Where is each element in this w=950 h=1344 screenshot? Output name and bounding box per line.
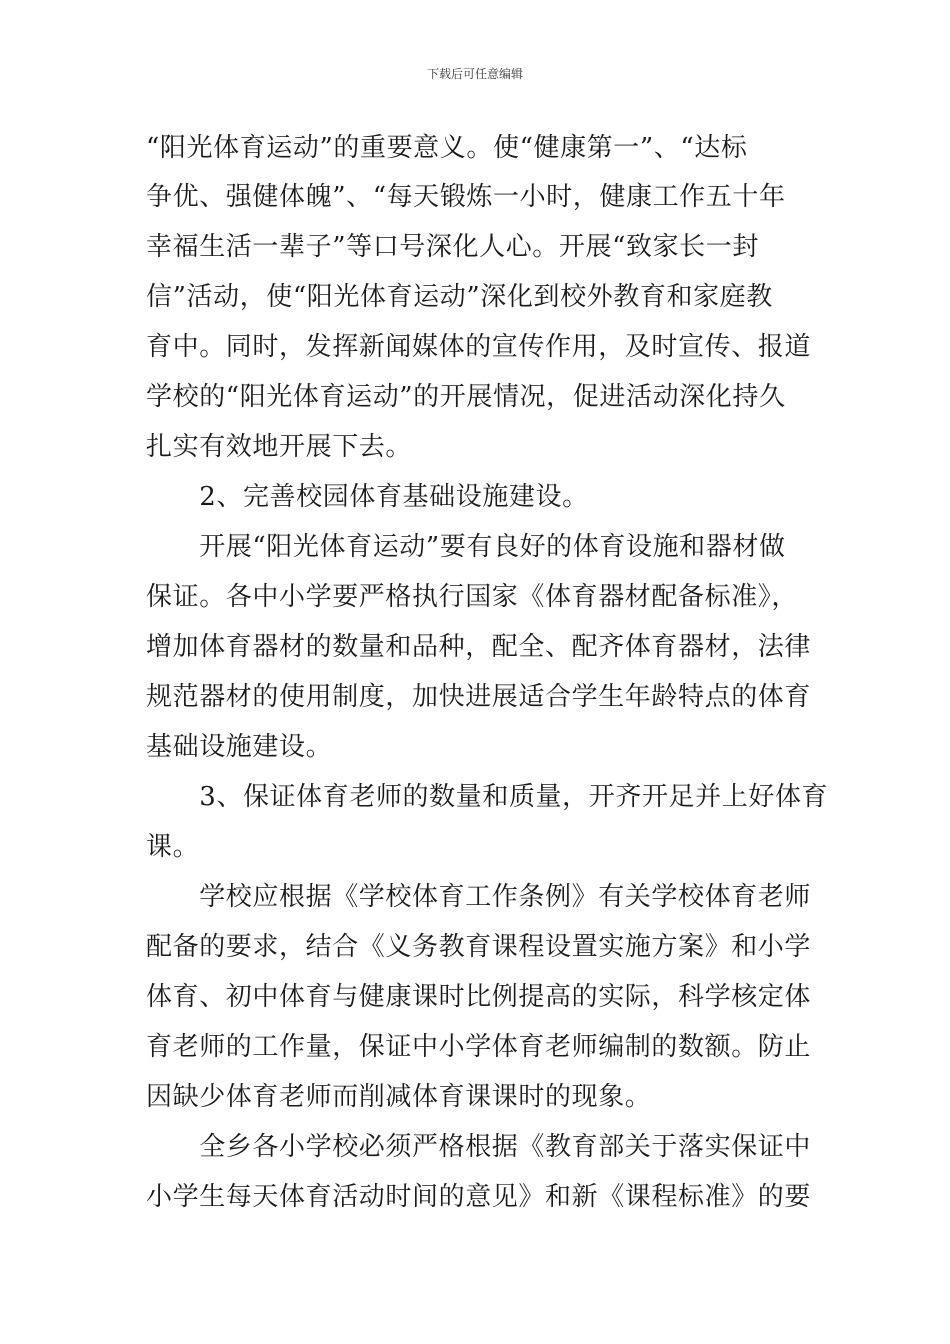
text-line: 基础设施建设。 bbox=[146, 732, 333, 762]
text-line: 争优、强健体魄”、“每天锻炼一小时，健康工作五十年 bbox=[146, 182, 786, 212]
text-line: 体育、初中体育与健康课时比例提高的实际，科学核定体 bbox=[146, 982, 812, 1012]
section-heading-continued: 课。 bbox=[146, 832, 200, 862]
text-line: 扎实有效地开展下去。 bbox=[146, 432, 413, 462]
text-line: 规范器材的使用制度，加快进展适合学生年龄特点的体育 bbox=[146, 682, 812, 712]
page-header: 下载后可任意编辑 bbox=[426, 67, 523, 81]
text-line: 育中。同时，发挥新闻媒体的宣传作用，及时宣传、报道 bbox=[146, 332, 812, 362]
section-heading: 2、完善校园体育基础设施建设。 bbox=[146, 482, 589, 512]
text-line: 学校应根据《学校体育工作条例》有关学校体育老师 bbox=[146, 882, 812, 912]
section-heading: 3、保证体育老师的数量和质量，开齐开足并上好体育 bbox=[146, 782, 829, 812]
text-line: 幸福生活一辈子”等口号深化人心。开展“致家长一封 bbox=[146, 232, 759, 262]
text-line: 学校的“阳光体育运动”的开展情况，促进活动深化持久 bbox=[146, 382, 786, 412]
text-line: 配备的要求，结合《义务教育课程设置实施方案》和小学 bbox=[146, 932, 812, 962]
text-line: 保证。各中小学要严格执行国家《体育器材配备标准》， bbox=[146, 582, 799, 612]
text-line: 因缺少体育老师而削减体育课课时的现象。 bbox=[146, 1082, 652, 1112]
text-line: 全乡各小学校必须严格根据《教育部关于落实保证中 bbox=[146, 1132, 812, 1162]
text-line: 育老师的工作量，保证中小学体育老师编制的数额。防止 bbox=[146, 1032, 812, 1062]
text-line: 信”活动，使“阳光体育运动”深化到校外教育和家庭教 bbox=[146, 282, 773, 312]
text-line: 小学生每天体育活动时间的意见》和新《课程标准》的要 bbox=[146, 1182, 812, 1212]
text-line: “阳光体育运动”的重要意义。使“健康第一”、“达标 bbox=[146, 133, 748, 163]
text-line: 增加体育器材的数量和品种，配全、配齐体育器材，法律 bbox=[146, 632, 812, 662]
text-line: 开展“阳光体育运动”要有良好的体育设施和器材做 bbox=[146, 532, 786, 562]
